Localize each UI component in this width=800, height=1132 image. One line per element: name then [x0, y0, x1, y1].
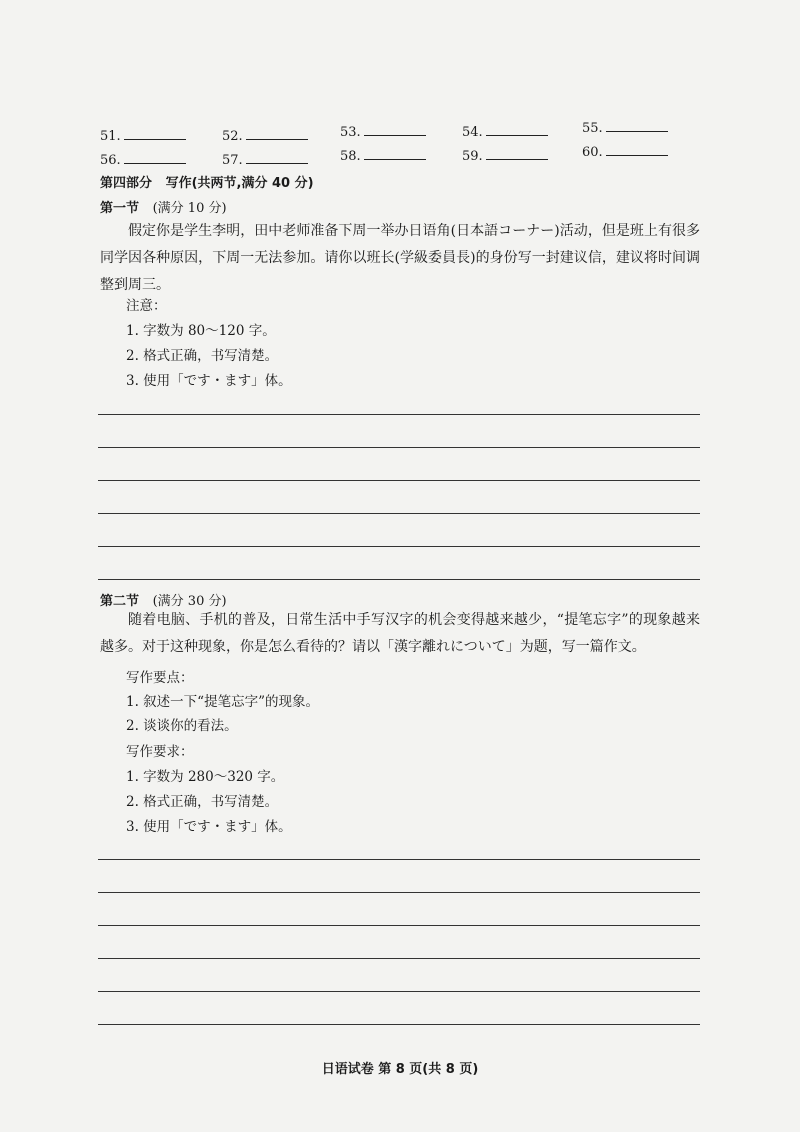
writing-line[interactable]	[98, 414, 700, 415]
writing-line[interactable]	[98, 1024, 700, 1025]
section1-prompt: 假定你是学生李明，田中老师准备下周一举办日语角(日本語コーナー)活动，但是班上有很多同学因各种原因，下周一无法参加。请你以班长(学級委員長)的身份写一封建议信，建议将时间调整到周三。	[100, 223, 700, 293]
section2-prompt: 随着电脑、手机的普及，日常生活中手写汉字的机会变得越来越少，“提笔忘字”的现象越来越多。对于这种现象，你是怎么看待的？请以「漢字離れについて」为题，写一篇作文。	[100, 612, 700, 655]
answer-blank-53[interactable]: 53.	[340, 122, 426, 140]
writing-line[interactable]	[98, 480, 700, 481]
section1-note-label: 注意：	[126, 298, 167, 314]
writing-line[interactable]	[98, 958, 700, 959]
writing-line[interactable]	[98, 579, 700, 580]
section1-note-2: 2. 格式正确，书写清楚。	[126, 348, 279, 364]
answer-row-2	[100, 146, 700, 168]
answer-blank-60[interactable]: 60.	[582, 142, 668, 160]
answer-blank-57[interactable]: 57.	[222, 150, 308, 168]
section2-point-2: 2. 谈谈你的看法。	[126, 718, 238, 734]
writing-line[interactable]	[98, 513, 700, 514]
section1-heading: 第一节 (满分 10 分)	[100, 201, 227, 216]
writing-line[interactable]	[98, 546, 700, 547]
section2-point-1: 1. 叙述一下“提笔忘字”的现象。	[126, 694, 319, 710]
section1-note-3: 3. 使用「です・ます」体。	[126, 373, 292, 389]
section2-req-1: 1. 字数为 280～320 字。	[126, 769, 285, 785]
answer-blank-51[interactable]: 51.	[100, 126, 186, 144]
answer-blank-54[interactable]: 54.	[462, 122, 548, 140]
answer-blank-55[interactable]: 55.	[582, 118, 668, 136]
answer-blank-56[interactable]: 56.	[100, 150, 186, 168]
answer-blank-52[interactable]: 52.	[222, 126, 308, 144]
writing-line[interactable]	[98, 859, 700, 860]
section1-note-1: 1. 字数为 80～120 字。	[126, 323, 276, 339]
page-footer: 日语试卷 第 8 页(共 8 页)	[321, 1062, 479, 1077]
writing-line[interactable]	[98, 447, 700, 448]
section2-req-3: 3. 使用「です・ます」体。	[126, 819, 292, 835]
section2-points-label: 写作要点：	[126, 670, 194, 686]
section2-heading: 第二节 (满分 30 分)	[100, 594, 227, 609]
part4-heading: 第四部分 写作(共两节,满分 40 分)	[100, 176, 314, 191]
writing-line[interactable]	[98, 925, 700, 926]
section2-req-label: 写作要求：	[126, 744, 194, 760]
answer-blank-58[interactable]: 58.	[340, 146, 426, 164]
answer-row-1	[100, 122, 700, 144]
answer-blank-59[interactable]: 59.	[462, 146, 548, 164]
writing-line[interactable]	[98, 991, 700, 992]
writing-line[interactable]	[98, 892, 700, 893]
section2-req-2: 2. 格式正确，书写清楚。	[126, 794, 279, 810]
